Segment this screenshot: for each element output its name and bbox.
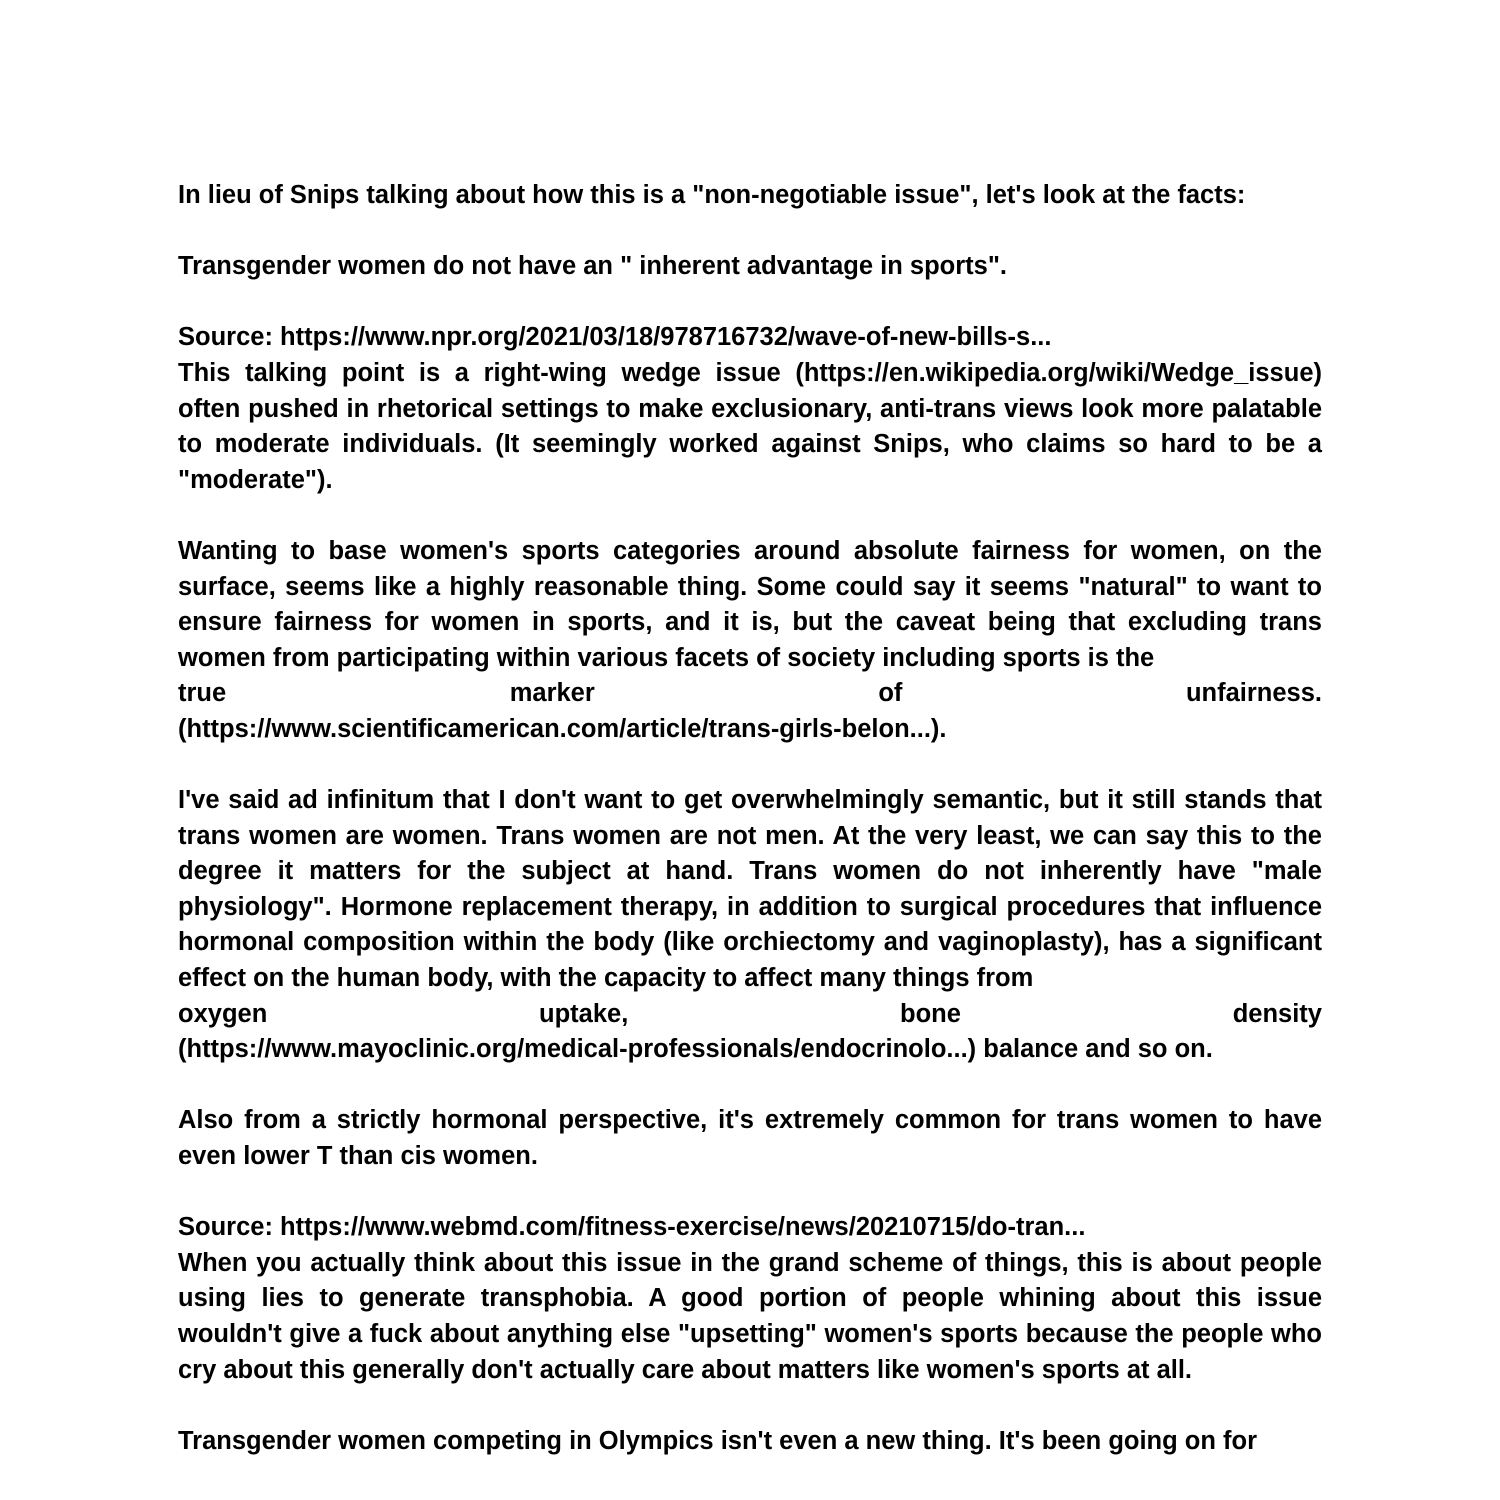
source-line-npr: Source: https://www.npr.org/2021/03/18/978716732/wave-of-new-bills-s... bbox=[178, 323, 1052, 352]
source-line-webmd: Source: https://www.webmd.com/fitness-exercise/news/20210715/do-tran... bbox=[178, 1213, 1086, 1242]
stretch-word-bone: bone bbox=[900, 999, 961, 1028]
paragraph-semantics-head: I've said ad infinitum that I don't want to get overwhelmingly semantic, but it still stands that trans women are women. Trans women are not men. At the very least, we can say this to the degree it matters for the subject at hand. Trans women do not inherently have "male physiology". Hormone replacement therapy, in addition to surgical procedures that influence hormonal composition within the body (like orchiectomy and vaginoplasty), has a significant effect on the human body, with the capacity to affect many things from bbox=[178, 786, 1322, 993]
paragraph-group-webmd-transphobia bbox=[178, 1210, 1322, 1388]
justified-stretch-line-fairness bbox=[178, 676, 1322, 712]
stretch-word-of: of bbox=[878, 679, 903, 708]
paragraph-fairness-tail: (https://www.scientificamerican.com/article/trans-girls-belon...). bbox=[178, 714, 947, 743]
paragraph-group-npr-wedge bbox=[178, 320, 1322, 498]
paragraph-claim: Transgender women do not have an " inherent advantage in sports". bbox=[178, 252, 1007, 281]
paragraph-group-semantics bbox=[178, 783, 1322, 1068]
paragraph-olympics: Transgender women competing in Olympics isn't even a new thing. It's been going on for bbox=[178, 1426, 1258, 1455]
paragraph-semantics-tail: (https://www.mayoclinic.org/medical-professionals/endocrinolo...) balance and so on. bbox=[178, 1035, 1213, 1064]
stretch-word-uptake: uptake, bbox=[539, 999, 629, 1028]
justified-stretch-line-semantics bbox=[178, 997, 1322, 1033]
stretch-word-true: true bbox=[178, 679, 227, 708]
paragraph-fairness-head: Wanting to base women's sports categories around absolute fairness for women, on the surface, seems like a highly reasonable thing. Some could say it seems "natural" to want to ensure fairness for women in sports, and it is, but the caveat being that excluding trans women from participating within various facets of society including sports is the bbox=[178, 536, 1322, 672]
document-body bbox=[178, 178, 1322, 1459]
paragraph-wedge-issue: This talking point is a right-wing wedge issue (https://en.wikipedia.org/wiki/Wedge_issue) often pushed in rhetorical settings to make exclusionary, anti-trans views look more palatable to moderate individuals. (It seemingly worked against Snips, who claims so hard to be a "moderate"). bbox=[178, 358, 1322, 494]
stretch-word-unfairness: unfairness. bbox=[1185, 679, 1322, 708]
paragraph-hormonal: Also from a strictly hormonal perspective, it's extremely common for trans women to have even lower T than cis women. bbox=[178, 1106, 1322, 1171]
paragraph-intro: In lieu of Snips talking about how this is a "non-negotiable issue", let's look at the facts: bbox=[178, 181, 1246, 209]
stretch-word-marker: marker bbox=[509, 679, 595, 708]
stretch-word-oxygen: oxygen bbox=[178, 999, 268, 1028]
stretch-word-density: density bbox=[1232, 999, 1322, 1028]
paragraph-group-fairness bbox=[178, 534, 1322, 748]
paragraph-transphobia: When you actually think about this issue in the grand scheme of things, this is about people using lies to generate transphobia. A good portion of people whining about this issue wouldn't give a fuck about anything else "upsetting" women's sports because the people who cry about this generally don't actually care about matters like women's sports at all. bbox=[178, 1248, 1322, 1384]
